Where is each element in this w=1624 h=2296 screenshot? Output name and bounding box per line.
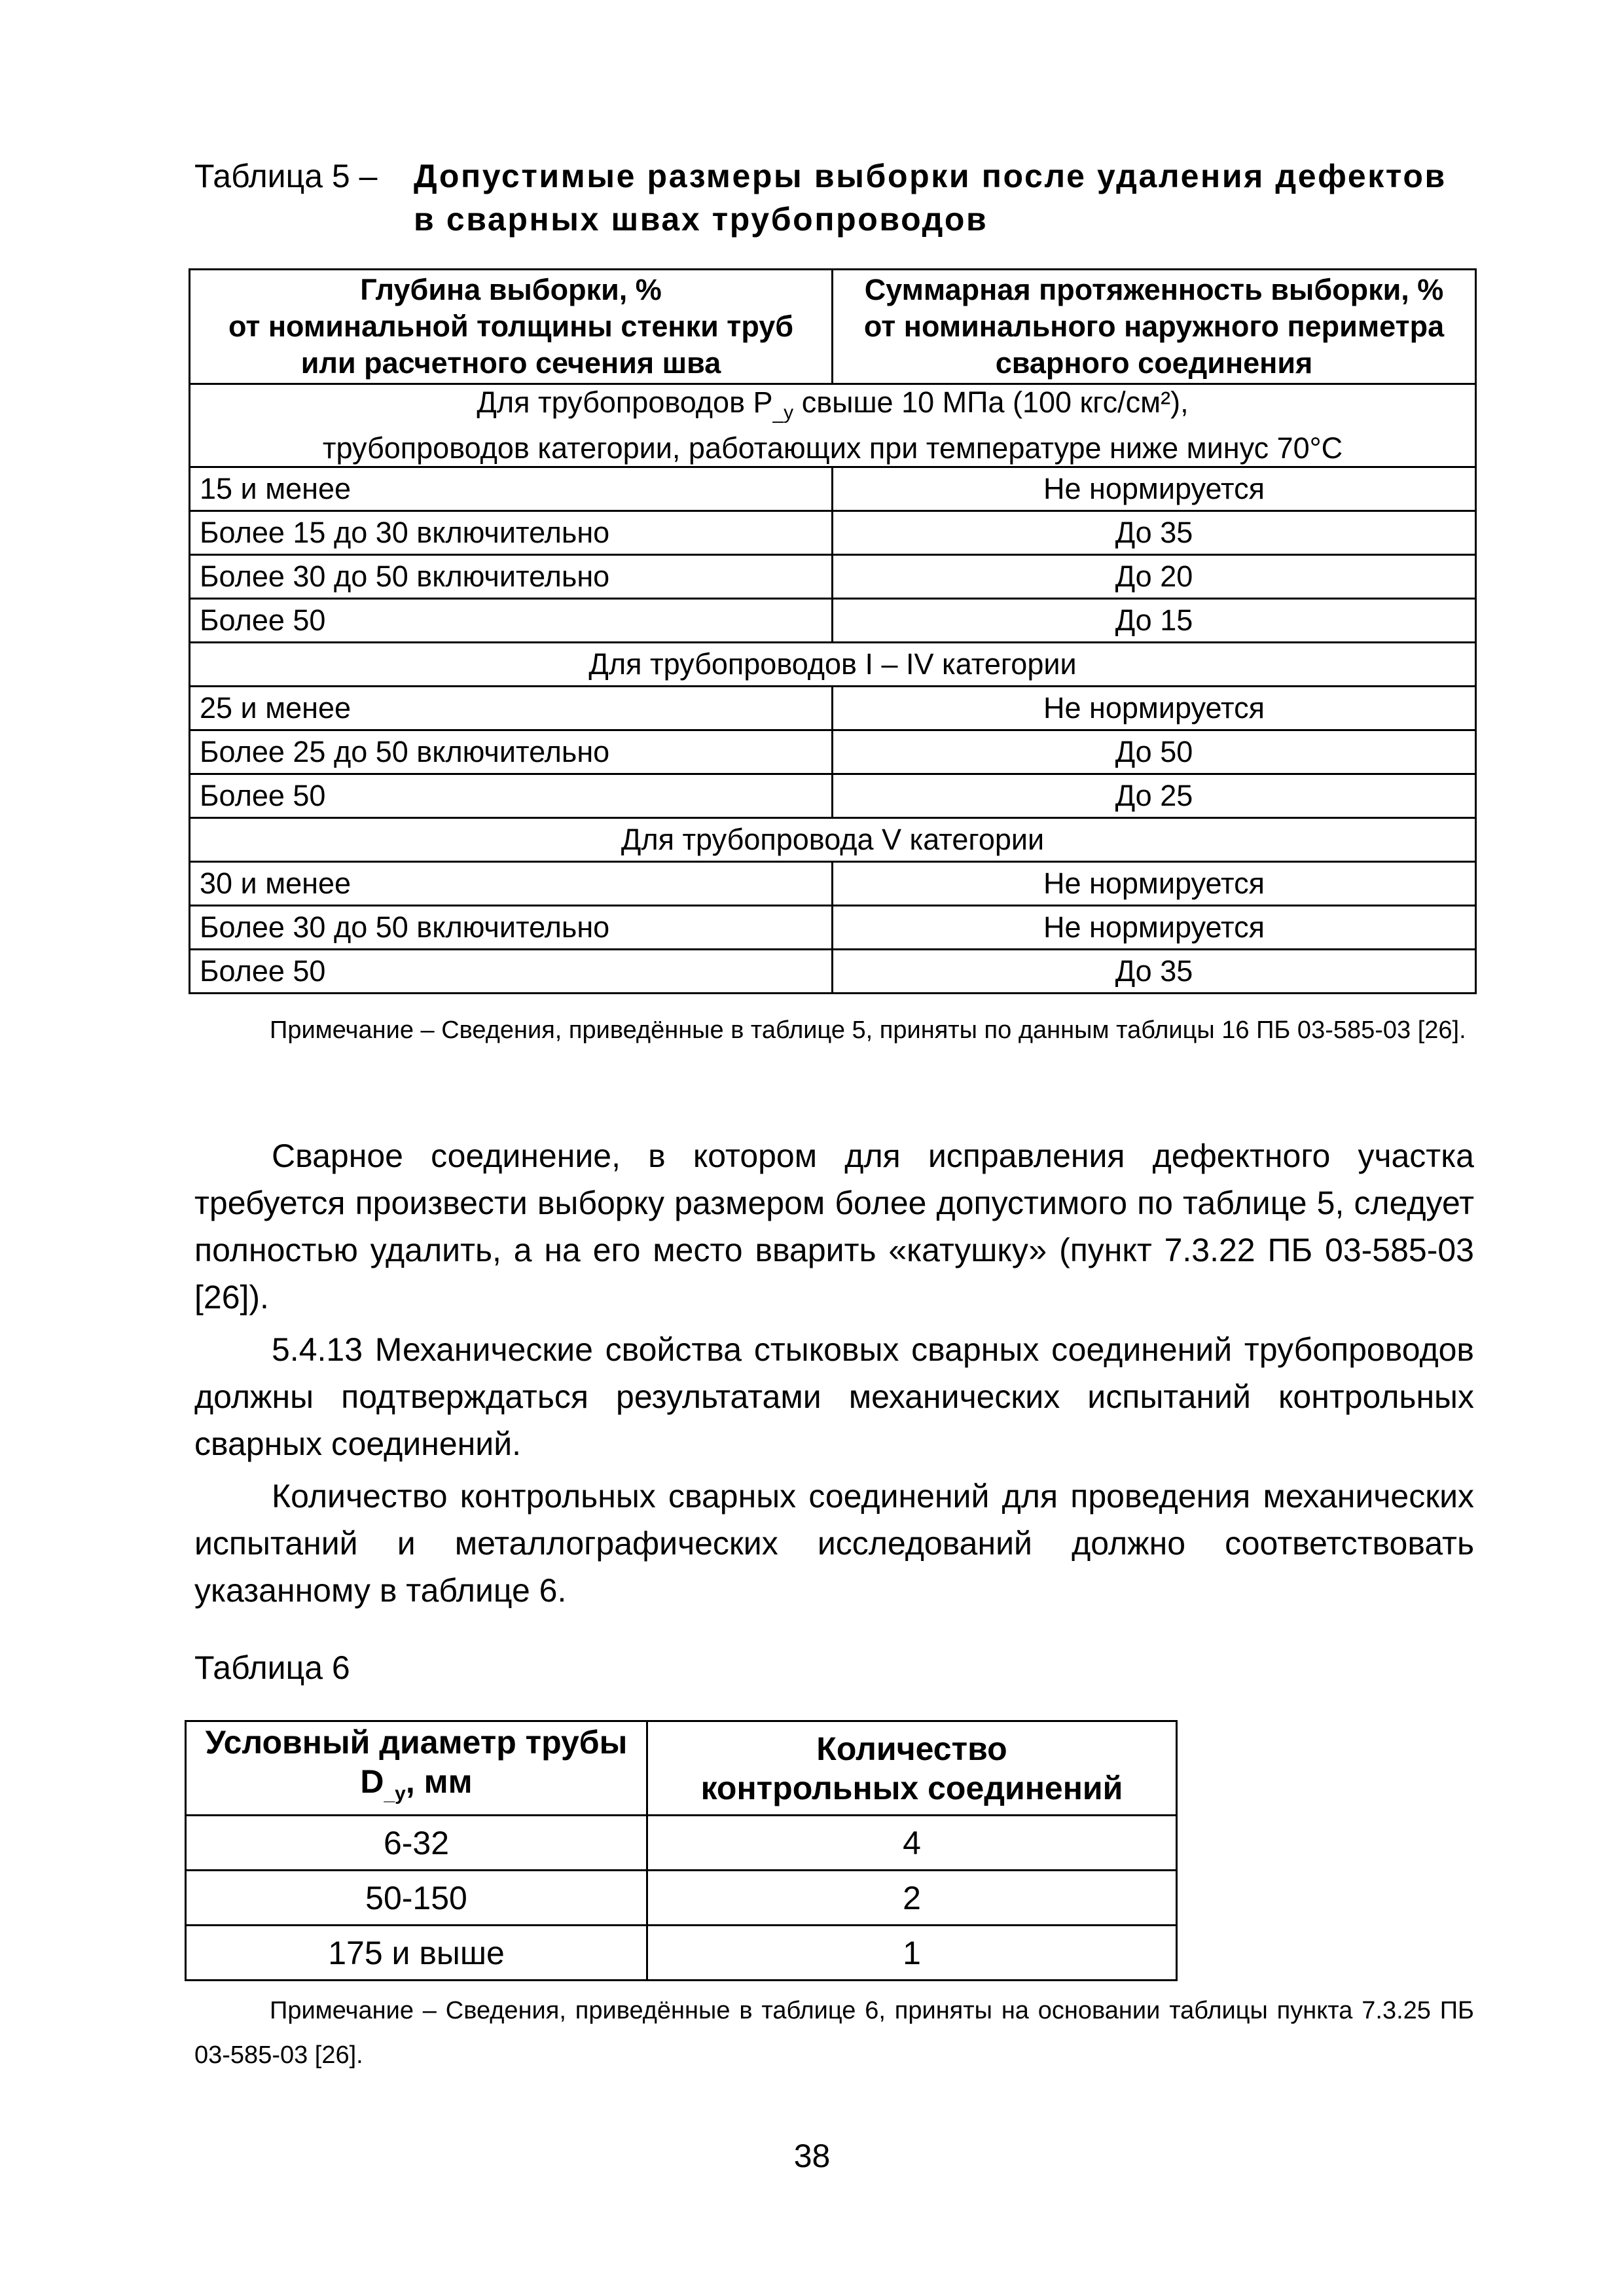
table-row bbox=[190, 511, 1476, 555]
table-row bbox=[190, 467, 1476, 511]
table5-section-row bbox=[190, 818, 1476, 862]
depth-cell: 15 и менее bbox=[190, 467, 833, 511]
table-row bbox=[186, 1871, 1177, 1926]
length-cell: До 50 bbox=[833, 730, 1476, 774]
table5-header-row bbox=[190, 270, 1476, 384]
table5-section-title: Для трубопровода V категории bbox=[190, 818, 1476, 862]
count-cell: 2 bbox=[647, 1871, 1177, 1926]
table5 bbox=[189, 268, 1477, 994]
header-line: $D_{\_у}$, мм bbox=[360, 1763, 473, 1804]
length-cell: Не нормируется bbox=[833, 467, 1476, 511]
header-line: Условный диаметр трубы bbox=[205, 1724, 628, 1761]
diameter-cell: 6-32 bbox=[186, 1816, 647, 1871]
header-line: или расчетного сечения шва bbox=[300, 346, 721, 380]
table-row bbox=[190, 730, 1476, 774]
table5-caption-title: Допустимые размеры выборки после удаления дефектов в сварных швах трубопроводов bbox=[414, 158, 1447, 238]
depth-cell: Более 25 до 50 включительно bbox=[190, 730, 833, 774]
length-cell: До 35 bbox=[833, 950, 1476, 994]
header-line: Глубина выборки, % bbox=[360, 273, 662, 306]
note-text: Примечание – Сведения, приведённые в таблице 6, приняты на основании таблицы пункта 7.3.25 ПБ 03-585-03 [26]. bbox=[194, 1997, 1474, 2069]
length-cell: До 35 bbox=[833, 511, 1476, 555]
depth-cell: Более 50 bbox=[190, 950, 833, 994]
table5-note bbox=[194, 1008, 1474, 1052]
table-row bbox=[190, 774, 1476, 818]
header-line: Количество bbox=[816, 1730, 1007, 1767]
table6-caption: Таблица 6 bbox=[194, 1649, 350, 1686]
table-row bbox=[186, 1816, 1177, 1871]
table5-section-row bbox=[190, 643, 1476, 687]
depth-cell: Более 30 до 50 включительно bbox=[190, 555, 833, 599]
table-row bbox=[190, 906, 1476, 950]
header-line: от номинального наружного периметра bbox=[863, 310, 1445, 343]
paragraph bbox=[194, 1326, 1474, 1467]
table6 bbox=[185, 1720, 1178, 1981]
table5-section-row bbox=[190, 384, 1476, 467]
table-row bbox=[190, 555, 1476, 599]
paragraph-text: 5.4.13 Механические свойства стыковых сварных соединений трубопроводов должны подтверждаться результатами механических испытаний контрольных сварных соединений. bbox=[194, 1331, 1474, 1462]
header-line: от номинальной толщины стенки труб bbox=[228, 310, 794, 343]
table-row bbox=[190, 599, 1476, 643]
depth-cell: Более 50 bbox=[190, 599, 833, 643]
depth-cell: 25 и менее bbox=[190, 687, 833, 730]
length-cell: До 15 bbox=[833, 599, 1476, 643]
table5-caption-prefix: Таблица 5 – bbox=[194, 158, 378, 194]
header-line: Суммарная протяженность выборки, % bbox=[864, 273, 1444, 306]
table6-note bbox=[194, 1988, 1474, 2077]
table5-section-title bbox=[190, 384, 1476, 467]
length-cell: До 20 bbox=[833, 555, 1476, 599]
header-line: сварного соединения bbox=[995, 346, 1313, 380]
header-line: контрольных соединений bbox=[700, 1769, 1123, 1806]
table-row bbox=[190, 862, 1476, 906]
length-cell: Не нормируется bbox=[833, 906, 1476, 950]
table5-header-length bbox=[833, 270, 1476, 384]
count-cell: 1 bbox=[647, 1926, 1177, 1981]
table5-header-depth bbox=[190, 270, 833, 384]
diameter-cell: 175 и выше bbox=[186, 1926, 647, 1981]
table-row bbox=[190, 950, 1476, 994]
note-text: Примечание – Сведения, приведённые в таблице 5, приняты по данным таблицы 16 ПБ 03-585-03 [26]. bbox=[270, 1016, 1466, 1044]
count-cell: 4 bbox=[647, 1816, 1177, 1871]
length-cell: До 25 bbox=[833, 774, 1476, 818]
depth-cell: Более 15 до 30 включительно bbox=[190, 511, 833, 555]
depth-cell: Более 30 до 50 включительно bbox=[190, 906, 833, 950]
length-cell: Не нормируется bbox=[833, 862, 1476, 906]
depth-cell: 30 и менее bbox=[190, 862, 833, 906]
paragraph bbox=[194, 1132, 1474, 1321]
table6-header-row bbox=[186, 1721, 1177, 1816]
section-title-line: трубопроводов категории, работающих при температуре ниже минус 70°С bbox=[322, 431, 1343, 465]
table6-header-diameter bbox=[186, 1721, 647, 1816]
paragraph-text: Количество контрольных сварных соединений для проведения механических испытаний и металлографических исследований должно соответствовать указанному в таблице 6. bbox=[194, 1478, 1474, 1609]
page-number: 38 bbox=[793, 2138, 831, 2174]
diameter-cell: 50-150 bbox=[186, 1871, 647, 1926]
paragraph bbox=[194, 1473, 1474, 1614]
table5-section-title: Для трубопроводов I – IV категории bbox=[190, 643, 1476, 687]
depth-cell: Более 50 bbox=[190, 774, 833, 818]
paragraph-text: Сварное соединение, в котором для исправления дефектного участка требуется произвести выборку размером более допустимого по таблице 5, следует полностью удалить, а на его место вварить «катушку» (пункт 7.3.22 ПБ 03-585-03 [26]). bbox=[194, 1138, 1474, 1316]
section-title-line: Для трубопроводов $Р_{\_у}$ свыше 10 МПа (100 кгс/см²), bbox=[477, 386, 1189, 423]
table-row bbox=[190, 687, 1476, 730]
length-cell: Не нормируется bbox=[833, 687, 1476, 730]
table6-header-count bbox=[647, 1721, 1177, 1816]
table-row bbox=[186, 1926, 1177, 1981]
